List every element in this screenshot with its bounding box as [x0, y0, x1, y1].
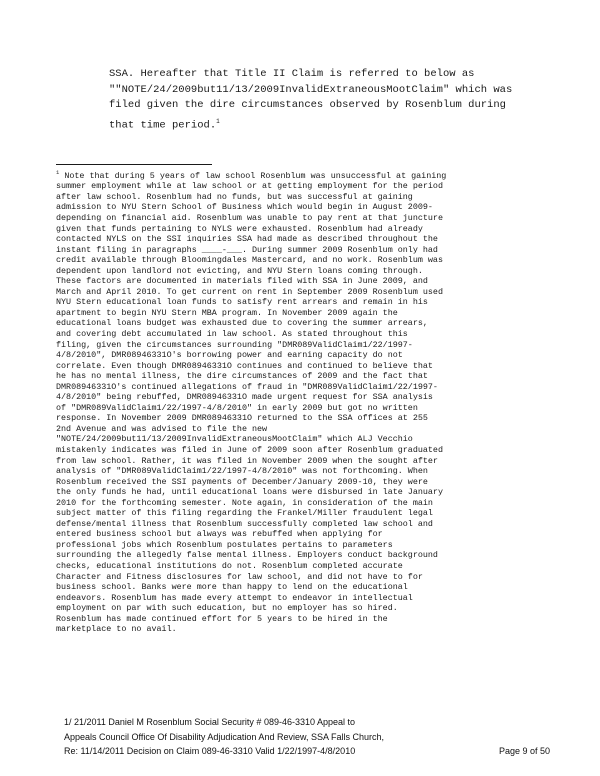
footnote-line: 2010 for the forthcoming semester. Note again, in consideration of the main [56, 497, 433, 508]
footnote-line: business school. Banks were more than happy to lend on the educational [56, 582, 408, 593]
footnote-marker: 1 [56, 169, 60, 176]
footnote-line: subject matter of this filing regarding the Frankel/Miller fraudulent legal [56, 508, 433, 519]
footnote-line: NYU Stern educational loan funds to satisfy rent arrears and remain in his [56, 297, 428, 308]
footnote-line: DMR08946331O's continued allegations of fraud in "DMR089ValidClaim1/22/1997- [56, 381, 438, 392]
footnote-lines [56, 181, 556, 635]
footer-line-1: 1/ 21/2011 Daniel M Rosenblum Social Security # 089-46-3310 Appeal to [64, 717, 356, 727]
footnote-line: 4/8/2010" being rebuffed, DMR08946331O made urgent request for SSA analysis [56, 392, 433, 403]
footnote-line: response. In November 2009 DMR08946331O returned to the SSA offices at 255 [56, 413, 428, 424]
footnote-text: Note that during 5 years of law school Rosenblum was unsuccessful at gaining [64, 170, 447, 181]
footnote-line: March and April 2010. To get current on rent in September 2009 Rosenblum used [56, 286, 443, 297]
footer-line-3: Re: 11/14/2011 Decision on Claim 089-46-3310 Valid 1/22/1997-4/8/2010 [64, 746, 356, 756]
footnote-line: Rosenblum received the SSI payments of December/January 2009-10, they were [56, 476, 428, 487]
footnote-line: filing, given the circumstances surrounding "DMR089ValidClaim1/22/1997- [56, 339, 413, 350]
footnote-line: from law school. Rather, it was filed in November 2009 when the sought after [56, 455, 438, 466]
footnote-line: employment on par with such education, but no employer has so hired. [56, 603, 398, 614]
body-paragraph [109, 67, 549, 134]
footnote-line: analysis of "DMR089ValidClaim1/22/1997-4/8/2010" was not forthcoming. When [56, 466, 428, 477]
footnote-line: apartment to begin NYU Stern MBA program. In November 2009 again the [56, 307, 398, 318]
footnote-line: defense/mental illness that Rosenblum successfully completed law school and [56, 518, 433, 529]
footnote [56, 168, 556, 635]
page-number: Page 9 of 50 [498, 746, 550, 756]
footnote-line: admission to NYU Stern School of Business which would begin in August 2009- [56, 202, 433, 213]
footnote-line: mistakenly indicates was filed in June of 2009 soon after Rosenblum graduated [56, 445, 443, 456]
footnote-line: the only funds he had, until educational loans were disbursed in late January [56, 487, 443, 498]
body-line-last [109, 114, 549, 134]
footnote-line: correlate. Even though DMR08946331O continues and continued to believe that [56, 360, 433, 371]
footnote-line: Rosenblum has made continued effort for 5 years to be hired in the [56, 613, 388, 624]
footnote-first-line [56, 168, 556, 181]
footnote-line: given that funds pertaining to NYLS were exhausted. Rosenblum had already [56, 223, 423, 234]
footnote-line: dependent upon landlord not evicting, and NYU Stern loans coming through. [56, 265, 423, 276]
footnote-line: summer employment while at law school or at getting employment for the period [56, 181, 443, 192]
body-line: SSA. Hereafter that Title II Claim is referred to below as [109, 68, 475, 80]
footnote-line: surrounding the allegedly false mental illness. Employers conduct background [56, 550, 438, 561]
footnote-line: credit available through Bloomingdales Mastercard, and no work. Rosenblum was [56, 255, 443, 266]
page-footer [64, 715, 584, 759]
footnote-line: 2nd Avenue and was advised to file the new [56, 423, 268, 434]
footnote-line: contacted NYLS on the SSI inquiries SSA had made as described throughout the [56, 234, 438, 245]
footnote-line: endeavors. Rosenblum has made every attempt to endeavor in intellectual [56, 592, 413, 603]
footnote-line: after law school. Rosenblum had no funds, but was successful at gaining [56, 191, 413, 202]
footnote-line: "NOTE/24/2009but11/13/2009InvalidExtraneousMootClaim" which ALJ Vecchio [56, 434, 413, 445]
footnote-line: These factors are documented in materials filed with SSA in June 2009, and [56, 276, 428, 287]
footnote-line: and covering debt accumulated in law school. As stated throughout this [56, 329, 408, 339]
body-line: filed given the dire circumstances observed by Rosenblum during [109, 99, 506, 112]
footnote-line: depending on financial aid. Rosenblum was unable to pay rent at that juncture [56, 212, 443, 223]
footnote-separator [56, 164, 212, 165]
footnote-line: educational loans budget was exhausted due to covering the summer arrears, [56, 318, 428, 329]
footnote-reference[interactable]: 1 [216, 117, 220, 125]
footer-line-2: Appeals Council Office Of Disability Adjudication And Review, SSA Falls Church, [64, 731, 384, 742]
footnote-line: Character and Fitness disclosures for law school, and did not have to for [56, 571, 423, 582]
footnote-line: checks, educational institutions do not. Rosenblum completed accurate [56, 561, 403, 572]
body-line-text: that time period. [109, 119, 217, 132]
footnote-line: 4/8/2010", DMR08946331O's borrowing power and earning capacity do not [56, 350, 403, 361]
footnote-line: he has no mental illness, the dire circumstances of 2009 and the fact that [56, 371, 428, 382]
footnote-line: entered business school but always was rebuffed when applying for [56, 529, 383, 540]
footnote-line: of "DMR089ValidClaim1/22/1997-4/8/2010" in early 2009 but got no written [56, 402, 418, 413]
footnote-line: professional jobs which Rosenblum postulates pertains to parameters [56, 539, 393, 550]
footnote-line: instant filing in paragraphs ____-___. During summer 2009 Rosenblum only had [56, 244, 438, 255]
body-line: ""NOTE/24/2009but11/13/2009InvalidExtraneousMootClaim" which was [109, 83, 513, 96]
footnote-line: marketplace to no avail. [56, 624, 177, 635]
